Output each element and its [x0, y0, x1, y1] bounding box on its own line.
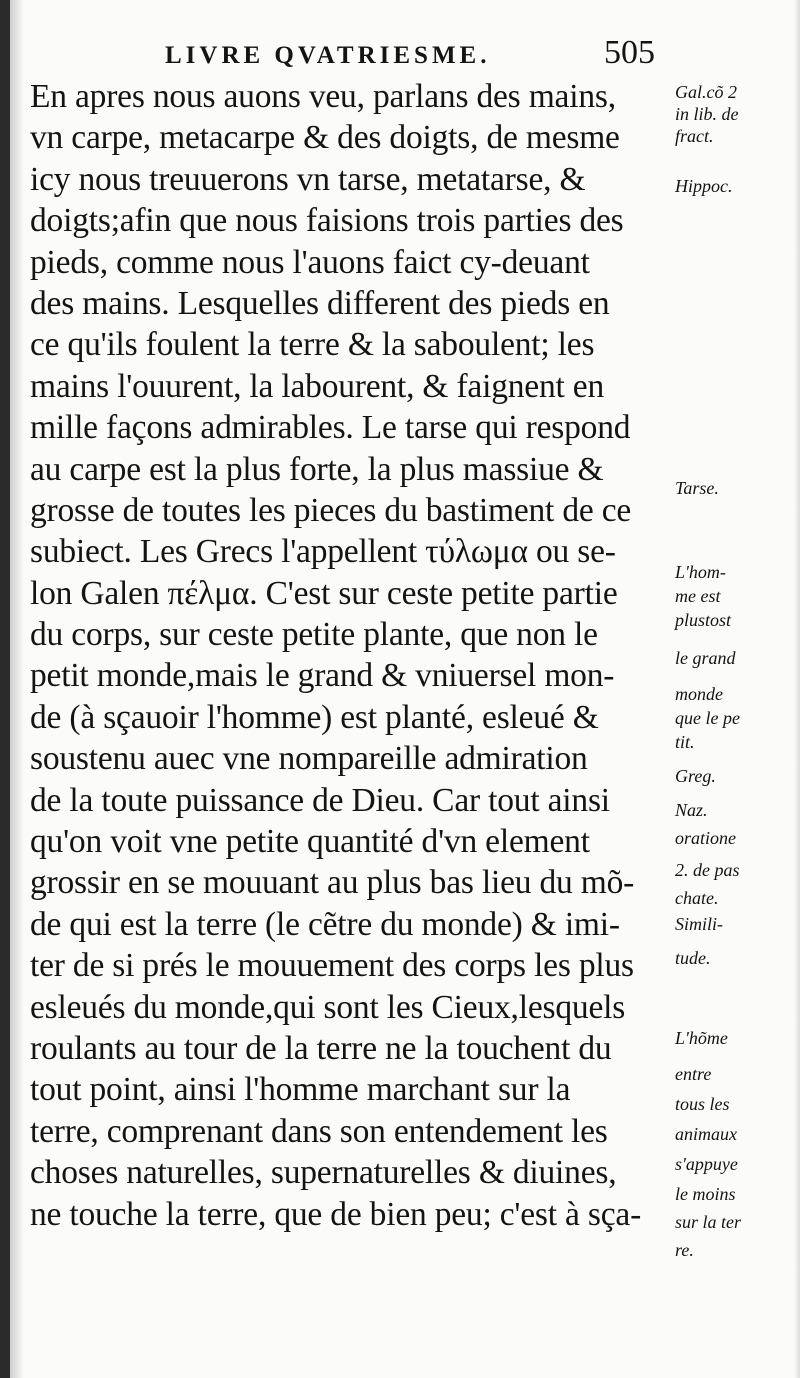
margin-note: Naz. — [675, 800, 708, 820]
margin-note: que le pe — [675, 708, 740, 728]
margin-note: le grand — [675, 648, 736, 668]
margin-note: Hippoc. — [675, 176, 733, 196]
margin-note: fract. — [675, 126, 714, 146]
text-line: mains l'ouurent, la labourent, & faignent en — [30, 367, 605, 405]
text-line: esleués du monde,qui sont les Cieux,lesquels — [30, 988, 626, 1026]
text-line: de la toute puissance de Dieu. Car tout ainsi — [30, 781, 610, 819]
margin-note: s'appuye — [675, 1154, 738, 1174]
main-text-block — [30, 76, 680, 1235]
text-line: tout point, ainsi l'homme marchant sur la — [30, 1071, 571, 1109]
text-line: pieds, comme nous l'auons faict cy-deuant — [30, 243, 590, 281]
text-line: de (à sçauoir l'homme) est planté, esleué & — [30, 698, 599, 736]
text-line: grossir en se mouuant au plus bas lieu du mõ- — [30, 864, 635, 902]
margin-note: sur la ter — [675, 1212, 742, 1232]
margin-note: 2. de pas — [675, 860, 740, 880]
text-line: subiect. Les Grecs l'appellent τύλωμα ou se- — [30, 533, 616, 571]
margin-note: entre — [675, 1064, 712, 1084]
margin-note: plustost — [675, 610, 732, 630]
margin-note: Gal.cõ 2 — [675, 82, 737, 102]
text-line: En apres nous auons veu, parlans des mains, — [30, 78, 616, 115]
text-line: qu'on voit vne petite quantité d'vn element — [30, 823, 590, 861]
margin-note: oratione — [675, 828, 736, 848]
margin-note: Tarse. — [675, 478, 719, 498]
text-line: au carpe est la plus forte, la plus massiue & — [30, 450, 604, 488]
margin-note: me est — [675, 586, 721, 606]
margin-note: re. — [675, 1240, 694, 1260]
text-line: vn carpe, metacarpe & des doigts, de mesme — [30, 119, 620, 157]
text-line: de qui est la terre (le cẽtre du monde) & imi- — [30, 905, 620, 943]
margin-note: tude. — [675, 948, 711, 968]
running-title: LIVRE QVATRIESME. — [165, 42, 491, 69]
margin-note: tit. — [675, 732, 695, 752]
margin-note: monde — [675, 684, 723, 704]
margin-note: chate. — [675, 888, 719, 908]
margin-note: animaux — [675, 1124, 737, 1144]
text-line: mille façons admirables. Le tarse qui respond — [30, 409, 631, 447]
text-line: ne touche la terre, que de bien peu; c'est à sça- — [30, 1195, 642, 1233]
text-line: ce qu'ils foulent la terre & la saboulent; les — [30, 326, 595, 364]
text-line: terre, comprenant dans son entendement les — [30, 1112, 608, 1150]
margin-notes — [675, 0, 800, 1378]
page-number: 505 — [604, 34, 655, 71]
margin-note: le moins — [675, 1184, 736, 1204]
margin-note: Greg. — [675, 766, 716, 786]
text-line: grosse de toutes les pieces du bastiment de ce — [30, 491, 632, 529]
text-line: soustenu auec vne nompareille admiration — [30, 740, 588, 778]
margin-note: L'hom- — [675, 562, 726, 582]
text-line: lon Galen πέλμα. C'est sur ceste petite partie — [30, 574, 618, 612]
text-line: choses naturelles, supernaturelles & diuines, — [30, 1154, 617, 1192]
text-line: des mains. Lesquelles different des pieds en — [30, 284, 610, 322]
margin-note: in lib. de — [675, 104, 739, 124]
text-line: du corps, sur ceste petite plante, que non le — [30, 616, 598, 654]
text-line: icy nous treuuerons vn tarse, metatarse, & — [30, 160, 586, 198]
margin-note: Simili- — [675, 914, 723, 934]
text-line: roulants au tour de la terre ne la touchent du — [30, 1029, 612, 1067]
text-line: ter de si prés le mouuement des corps les plus — [30, 947, 634, 985]
text-line: petit monde,mais le grand & vniuersel mon- — [30, 657, 615, 695]
text-line: doigts;afin que nous faisions trois parties des — [30, 202, 624, 240]
margin-note: tous les — [675, 1094, 730, 1114]
page-edge-shadow — [0, 0, 10, 1378]
margin-note: L'hõme — [675, 1028, 728, 1048]
